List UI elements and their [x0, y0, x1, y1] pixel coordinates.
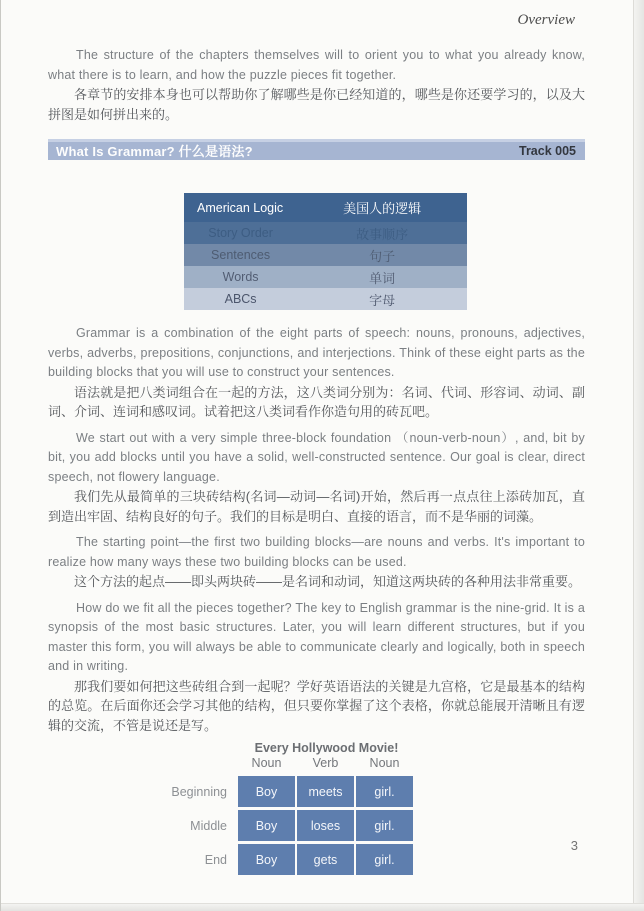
table-row [184, 222, 467, 244]
paragraph-grammar-definition [48, 324, 585, 422]
movie-table-title: Every Hollywood Movie! [254, 741, 399, 755]
logic-row-zh: 字母 [369, 292, 396, 308]
paragraph-zh: 语法就是把八类词组合在一起的方法，这八类词分别为：名词、代词、形容词、动词、副词、介词、连词和感叹词。试着把这八类词看作你造句用的砖瓦吧。 [48, 384, 585, 419]
table-row [184, 244, 467, 266]
hollywood-movie-figure [148, 741, 414, 875]
intro-zh: 各章节的安排本身也可以帮助你了解哪些是你已经知道的，哪些是你还要学习的，以及大拼图是如何拼出来的。 [48, 87, 585, 122]
movie-row-label: End [204, 852, 227, 867]
movie-cell: girl. [356, 776, 413, 807]
movie-cell: girl. [356, 810, 413, 841]
scan-edge-bottom [1, 903, 644, 911]
logic-header-en: American Logic [197, 200, 284, 215]
movie-row-label: Middle [190, 818, 227, 833]
movie-colhead-noun-1: Noun [251, 756, 282, 770]
body-copy [48, 324, 585, 735]
movie-cell: meets [297, 776, 354, 807]
logic-row-en: Sentences [211, 248, 271, 262]
logic-row-en: Words [222, 270, 259, 284]
track-number: Track 005 [519, 143, 576, 158]
scan-edge-right [633, 0, 644, 911]
logic-header-zh: 美国人的逻辑 [343, 201, 422, 216]
movie-grid [148, 756, 414, 875]
movie-colhead-verb: Verb [312, 756, 339, 770]
section-title: What Is Grammar? 什么是语法? [56, 144, 253, 159]
movie-cell: Boy [238, 776, 295, 807]
movie-row-label: Beginning [171, 784, 227, 799]
movie-colhead-noun-2: Noun [369, 756, 400, 770]
table-row [184, 266, 467, 288]
paragraph-zh: 这个方法的起点——即头两块砖——是名词和动词，知道这两块砖的各种用法非常重要。 [74, 574, 582, 589]
paragraph-zh: 我们先从最简单的三块砖结构(名词—动词—名词)开始，然后再一点点往上添砖加瓦，直到造出牢固、结构良好的句子。我们的目标是明白、直接的语言，而不是华丽的词藻。 [48, 489, 585, 524]
movie-cell: loses [297, 810, 354, 841]
movie-cell: Boy [238, 810, 295, 841]
movie-cell: gets [297, 844, 354, 875]
logic-table-header-row [184, 193, 467, 222]
paragraph-starting-point [48, 533, 585, 592]
running-head: Overview [517, 12, 575, 28]
american-logic-table [184, 193, 467, 310]
paragraph-zh: 那我们要如何把这些砖组合到一起呢？学好英语语法的关键是九宫格，它是最基本的结构的总览。在后面你还会学习其他的结构，但只要你掌握了这个表格，你就总能展开清晰且有逻辑的交流，不管是说还是写。 [48, 678, 585, 733]
paragraph-en: The starting point—the first two building blocks—are nouns and verbs. It's important to realize how many ways these two building blocks can be used. [48, 535, 585, 569]
paragraph-nine-grid [48, 599, 585, 736]
movie-cell: girl. [356, 844, 413, 875]
intro-en: The structure of the chapters themselves will to orient you to what you already know, what there is to learn, and how the puzzle pieces fit together. [48, 48, 585, 82]
movie-cell: Boy [238, 844, 295, 875]
paragraph-three-block [48, 429, 585, 527]
movie-colhead-spacer [148, 756, 236, 773]
paragraph-en: Grammar is a combination of the eight parts of speech: nouns, pronouns, adjectives, verbs, adverbs, prepositions, conjunctions, and interjections. Think of these eight parts as the building blocks that you will use to construct your sentences. [48, 326, 585, 379]
page-number: 3 [570, 838, 578, 853]
section-heading-bar [48, 139, 585, 160]
logic-row-en: ABCs [224, 292, 257, 306]
logic-row-en: Story Order [208, 226, 273, 240]
intro-paragraph [48, 46, 585, 124]
logic-row-zh: 句子 [369, 248, 396, 264]
paragraph-en: How do we fit all the pieces together? The key to English grammar is the nine-grid. It is a synopsis of the most basic structures. Later, you will learn different structures, but if you master this form, you will always be able to communicate clearly and logically, both in speech and in writing. [48, 600, 585, 673]
logic-row-zh: 单词 [369, 270, 396, 286]
page-content [1, 0, 644, 875]
paragraph-en: We start out with a very simple three-block foundation （noun-verb-noun）, and, bit by bit, you add blocks until you have a solid, well-constructed sentence. Our goal is clear, direct speech, not flowery language. [48, 430, 585, 484]
logic-row-zh: 故事顺序 [356, 226, 409, 242]
table-row [184, 288, 467, 310]
